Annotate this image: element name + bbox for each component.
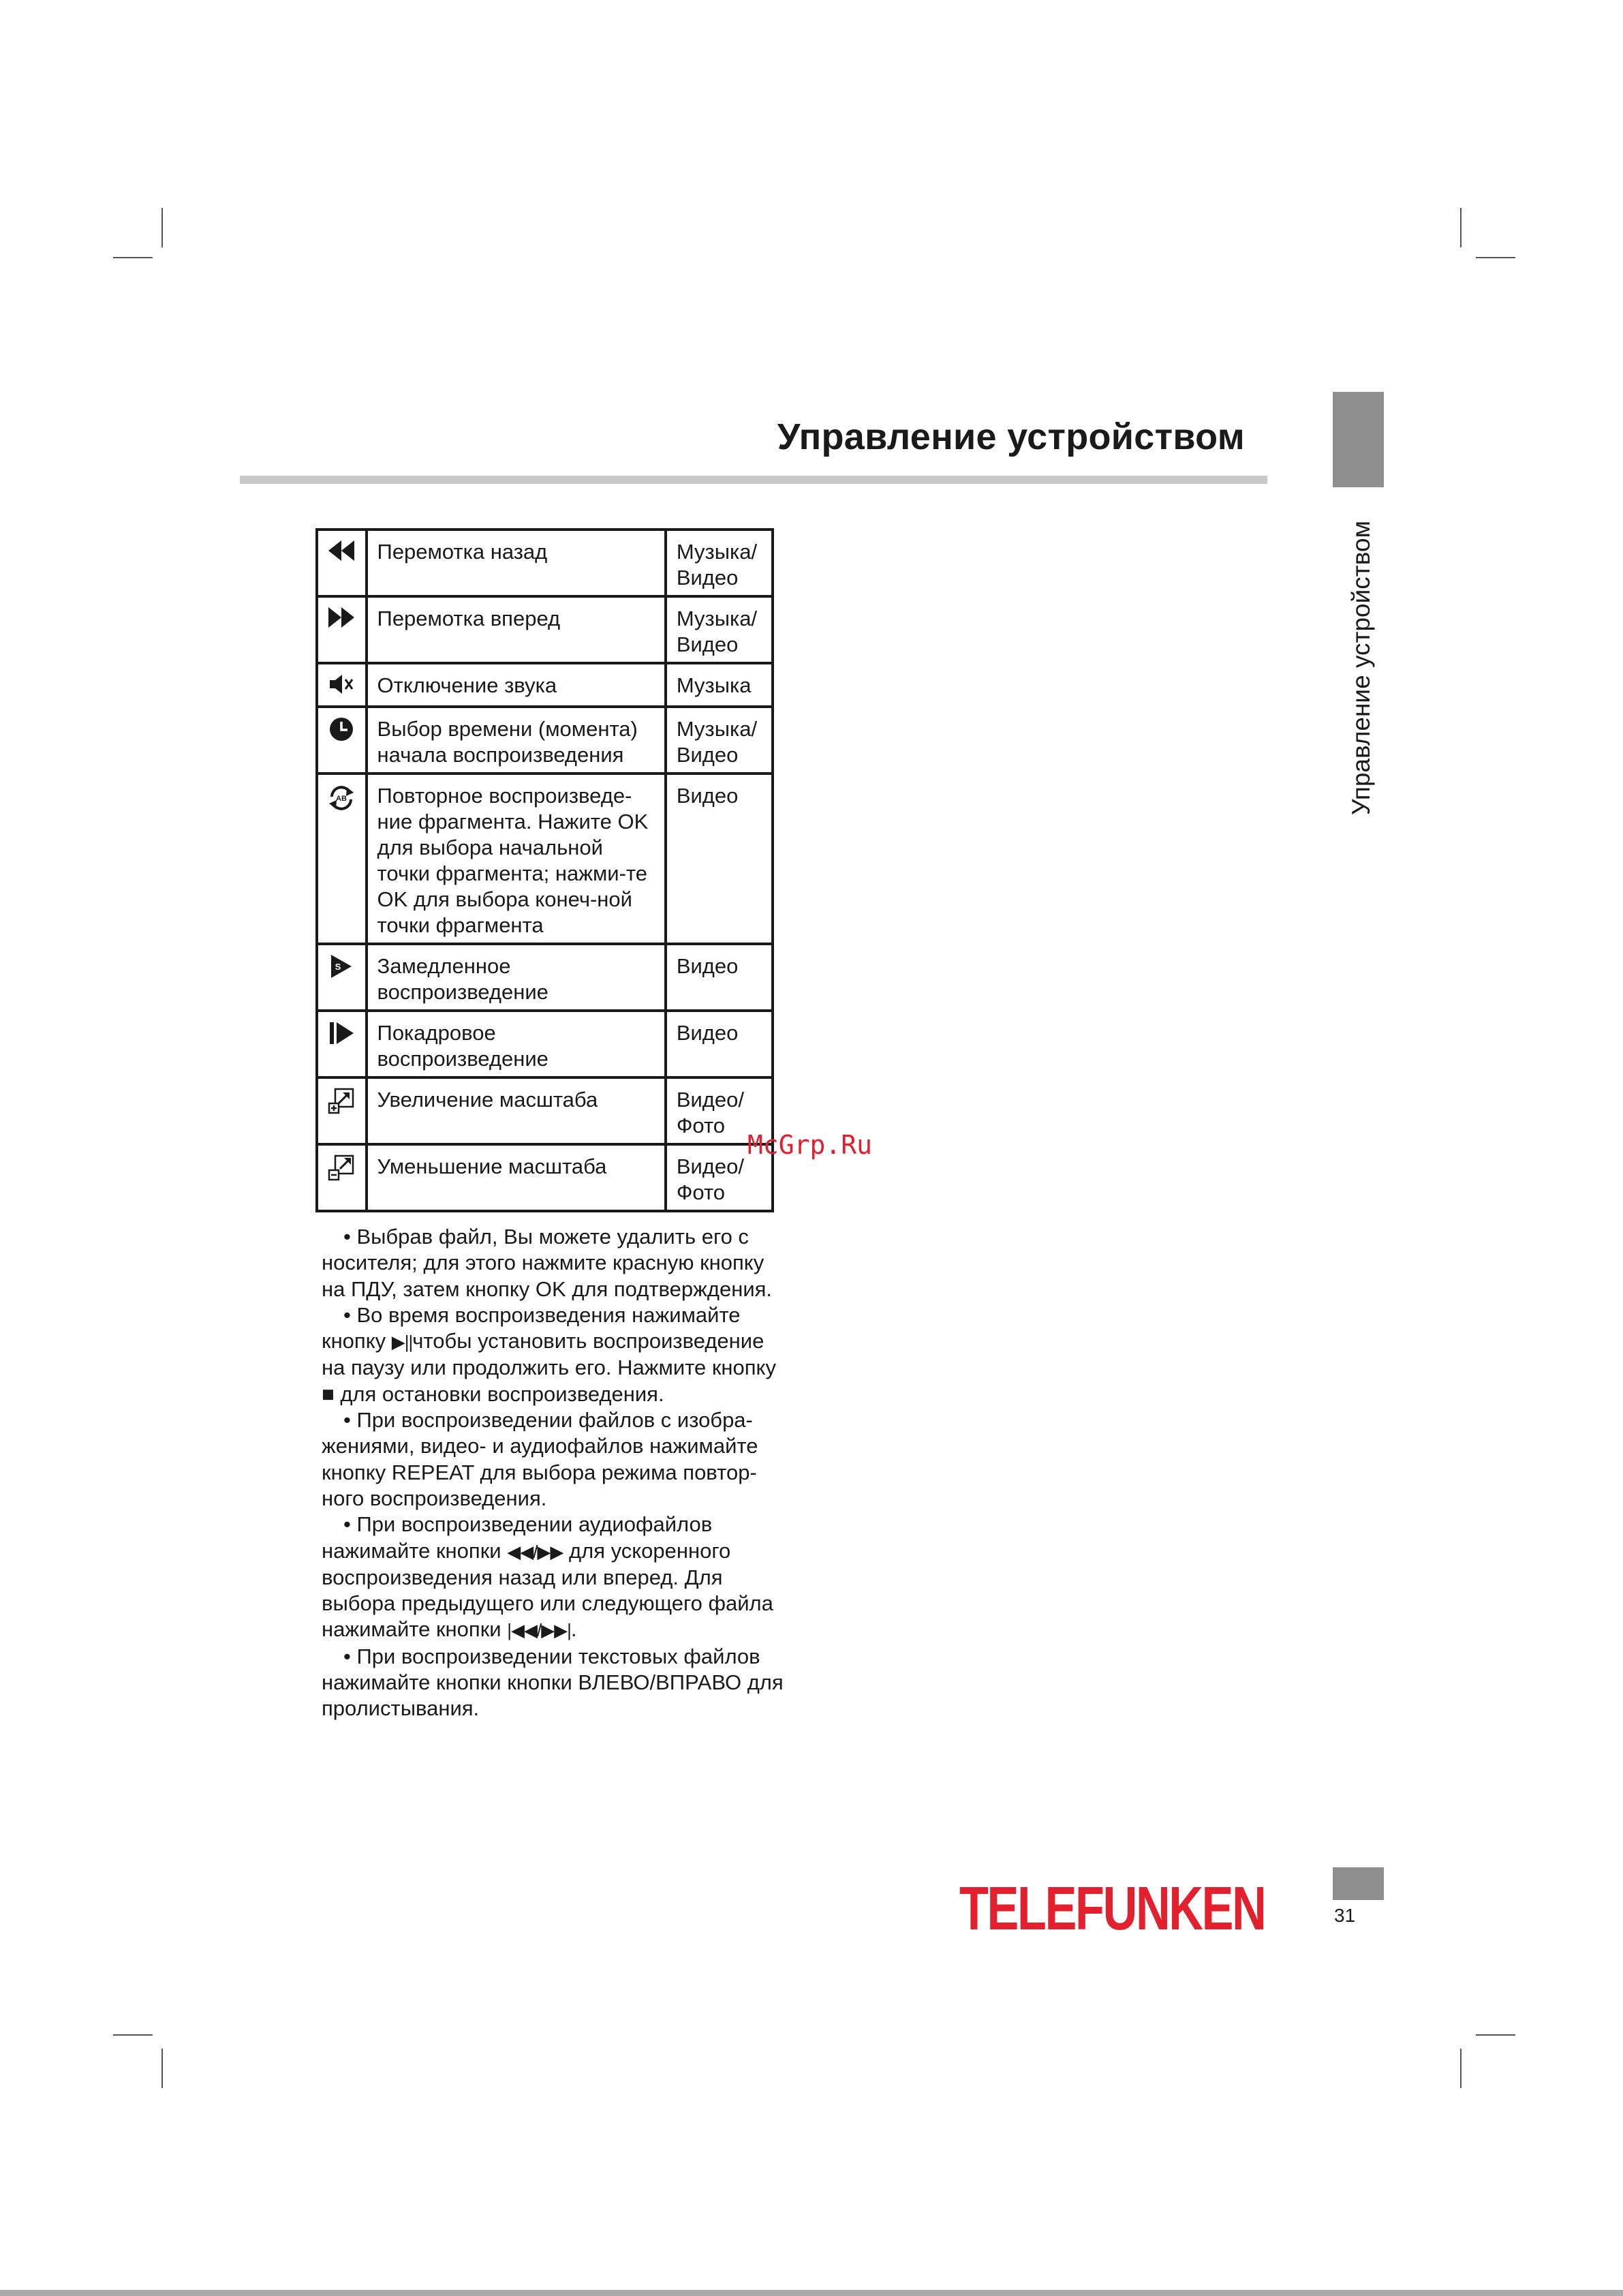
mode-label: Видео/ Фото [666,1144,773,1211]
slow-play-icon [325,953,358,979]
crop-mark [161,208,163,247]
crop-mark [113,257,153,258]
brand-logo: TELEFUNKEN [959,1875,1265,1943]
step-play-icon [325,1020,358,1046]
function-label: Отключение звука [367,663,666,707]
table-row [317,596,773,663]
crop-mark [113,2034,153,2036]
table-row [317,944,773,1011]
bullet-paragraph: • Выбрав файл, Вы можете удалить его с носителя; для этого нажмите красную кнопку на ПДУ, затем кнопку OK для подтверждения. [322,1225,773,1301]
bullet-paragraph: • При воспроизведении текстовых файлов нажимайте кнопки кнопки ВЛЕВО/ВПРАВО для пролистывания. [322,1644,784,1721]
mode-label: Видео/ Фото [666,1077,773,1144]
table-row [317,707,773,774]
function-label: Выбор времени (момента) начала воспроизведения [367,707,666,774]
crop-mark [1460,208,1462,247]
function-label: Перемотка назад [367,530,666,596]
mute-icon [325,673,358,696]
table-row [317,1011,773,1077]
function-label: Замедленное воспроизведение [367,944,666,1011]
crop-mark [1460,2049,1462,2088]
rewind-forward-icon: ◀◀/▶▶ [507,1541,563,1562]
mode-label: Видео [666,774,773,944]
fast-forward-icon [325,606,358,629]
function-table [315,528,774,1212]
table-row [317,663,773,707]
clock-icon [325,716,358,742]
repeat-ab-icon [325,783,358,813]
side-tab-marker [1333,392,1384,487]
bullet-paragraph: • При воспроизведении файлов с изобра-жениями, видео- и аудиофайлов нажимайте кнопку REPEAT для выбора режима повтор-ного воспроизведения. [322,1408,758,1510]
watermark: McGrp.Ru [747,1130,873,1160]
side-tab-label: Управление устройством [1347,520,1375,816]
mode-label: Видео [666,944,773,1011]
zoom-in-icon [325,1087,358,1114]
mode-label: Видео [666,1011,773,1077]
side-tab [1324,504,1399,831]
stop-icon: ■ [322,1381,335,1406]
table-row [317,1077,773,1144]
crop-mark [1476,2034,1515,2036]
zoom-out-icon [325,1154,358,1181]
play-pause-icon: ▶|| [391,1332,413,1353]
bullet-paragraph: • При воспроизведении аудиофайлов нажимайте кнопки ◀◀/▶▶ для ускоренного воспроизведения назад или вперед. Для выбора предыдущего или следующего файла нажимайте кнопки |◀◀/▶▶|. [322,1512,773,1642]
page-number: 31 [1334,1905,1356,1926]
function-label: Покадровое воспроизведение [367,1011,666,1077]
mode-label: Музыка/ Видео [666,707,773,774]
svg-text:AB: AB [336,795,347,803]
svg-text:S: S [335,962,341,972]
rewind-icon [325,539,358,562]
function-label: Повторное воспроизведе-ние фрагмента. Нажите OK для выбора начальной точки фрагмента; нажми-те OK для выбора конеч-ной точки фрагмента [367,774,666,944]
table-row [317,1144,773,1211]
table-row [317,530,773,596]
title-divider [240,476,1267,484]
table-row [317,774,773,944]
mode-label: Музыка/ Видео [666,530,773,596]
mode-label: Музыка [666,663,773,707]
bottom-divider [0,2290,1623,2296]
crop-mark [161,2049,163,2088]
notes-text [322,1224,792,1722]
function-label: Уменьшение масштаба [367,1144,666,1211]
prev-next-icon: |◀◀/▶▶| [507,1620,571,1641]
bullet-paragraph: • Во время воспроизведения нажимайте кнопку ▶||чтобы установить воспроизведение на паузу или продолжить его. Нажмите кнопку ■ для остановки воспроизведения. [322,1302,776,1406]
crop-mark [1476,257,1515,258]
page-number-marker [1333,1867,1384,1900]
page-title: Управление устройством [777,416,1245,457]
function-label: Увеличение масштаба [367,1077,666,1144]
mode-label: Музыка/ Видео [666,596,773,663]
function-label: Перемотка вперед [367,596,666,663]
